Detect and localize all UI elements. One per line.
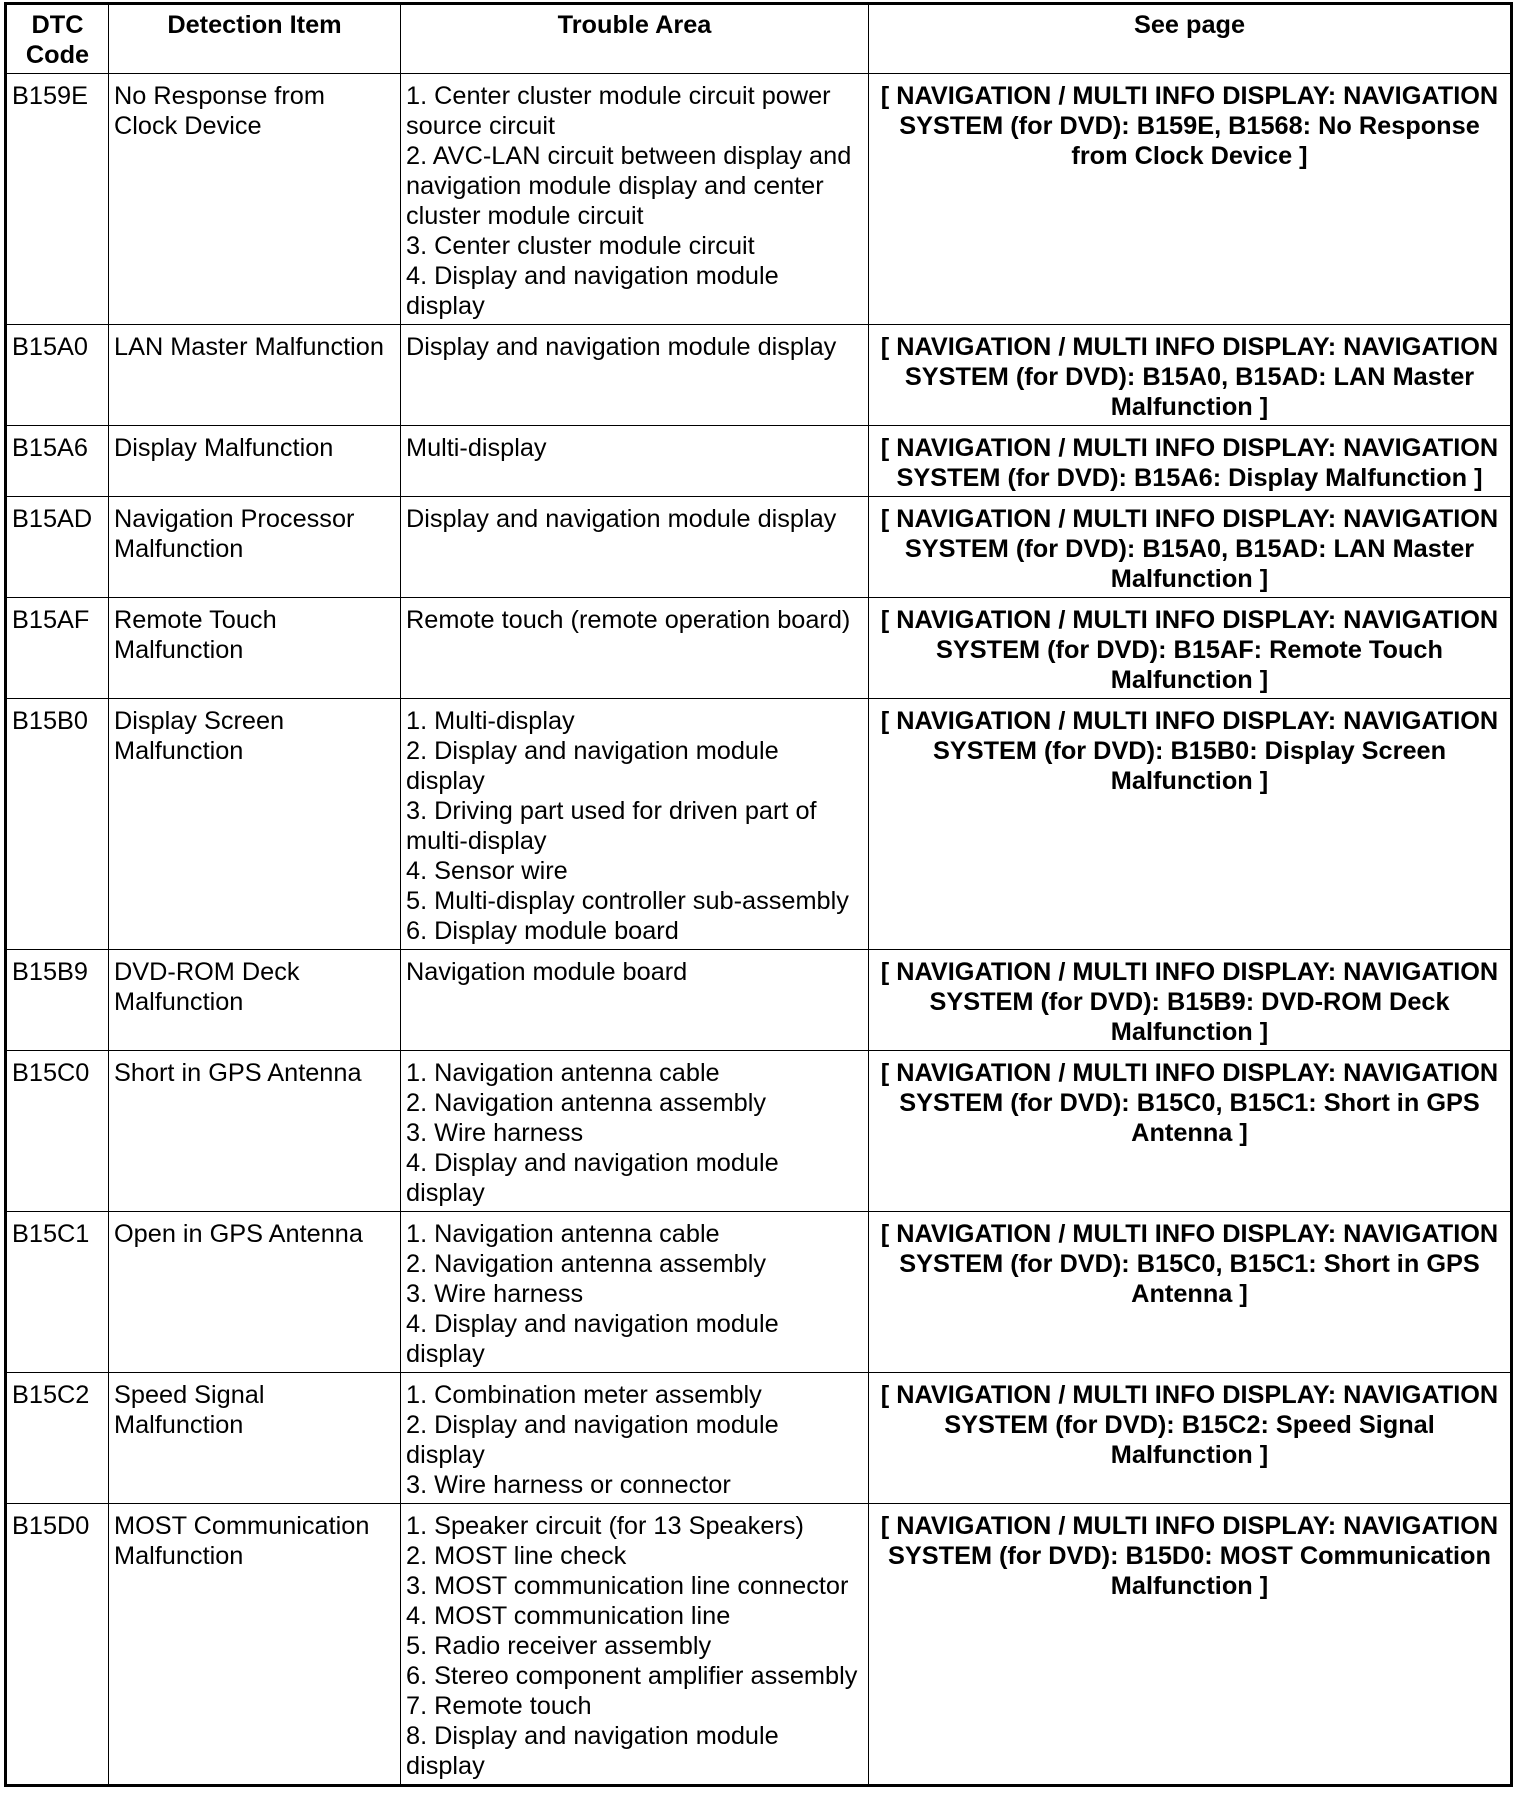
- trouble-area-item: 1. Speaker circuit (for 13 Speakers): [406, 1512, 804, 1540]
- dtc-code-cell: B15B9: [6, 950, 109, 1051]
- trouble-area-item: 2. Display and navigation module display: [406, 1411, 779, 1469]
- trouble-area-item: 3. Driving part used for driven part of multi-display: [406, 797, 817, 855]
- dtc-table: [4, 2, 1513, 1787]
- header-dtc-code-line1: DTC: [31, 11, 84, 39]
- trouble-area-item: Display and navigation module display: [406, 505, 837, 533]
- dtc-code-cell: B15C1: [6, 1212, 109, 1373]
- trouble-area-item: 4. Display and navigation module display: [406, 1149, 779, 1207]
- trouble-area-cell: [401, 950, 869, 1051]
- trouble-area-cell: [401, 1051, 869, 1212]
- see-page-link[interactable]: [ NAVIGATION / MULTI INFO DISPLAY: NAVIGATION SYSTEM (for DVD): B159E, B1568: No Response from Clock Device ]: [869, 74, 1512, 325]
- detection-item-cell: Remote Touch Malfunction: [109, 598, 401, 699]
- trouble-area-item: 6. Display module board: [406, 917, 679, 945]
- see-page-link[interactable]: [ NAVIGATION / MULTI INFO DISPLAY: NAVIGATION SYSTEM (for DVD): B15B0: Display Screen Malfunction ]: [869, 699, 1512, 950]
- table-row: [6, 950, 1512, 1051]
- trouble-area-cell: [401, 74, 869, 325]
- trouble-area-item: 4. MOST communication line: [406, 1602, 731, 1630]
- detection-item-cell: Speed Signal Malfunction: [109, 1373, 401, 1504]
- trouble-area-item: 2. Navigation antenna assembly: [406, 1250, 766, 1278]
- detection-item-cell: Short in GPS Antenna: [109, 1051, 401, 1212]
- dtc-code-cell: B15AF: [6, 598, 109, 699]
- trouble-area-item: 5. Multi-display controller sub-assembly: [406, 887, 849, 915]
- trouble-area-cell: [401, 699, 869, 950]
- trouble-area-item: Display and navigation module display: [406, 333, 837, 361]
- trouble-area-item: 2. Display and navigation module display: [406, 737, 779, 795]
- table-row: [6, 1051, 1512, 1212]
- trouble-area-item: 3. Wire harness: [406, 1119, 584, 1147]
- header-see-page: See page: [869, 4, 1512, 74]
- trouble-area-cell: [401, 426, 869, 497]
- trouble-area-item: 1. Combination meter assembly: [406, 1381, 762, 1409]
- trouble-area-cell: [401, 325, 869, 426]
- trouble-area-cell: [401, 1373, 869, 1504]
- trouble-area-cell: [401, 598, 869, 699]
- trouble-area-item: Navigation module board: [406, 958, 688, 986]
- dtc-code-cell: B15D0: [6, 1504, 109, 1786]
- detection-item-cell: LAN Master Malfunction: [109, 325, 401, 426]
- trouble-area-item: 1. Multi-display: [406, 707, 575, 735]
- header-row: [6, 4, 1512, 74]
- detection-item-cell: Display Screen Malfunction: [109, 699, 401, 950]
- trouble-area-item: 5. Radio receiver assembly: [406, 1632, 712, 1660]
- trouble-area-item: 3. Wire harness: [406, 1280, 584, 1308]
- header-dtc-code: [6, 4, 109, 74]
- dtc-code-cell: B15A0: [6, 325, 109, 426]
- trouble-area-item: 1. Navigation antenna cable: [406, 1220, 720, 1248]
- dtc-code-cell: B159E: [6, 74, 109, 325]
- see-page-link[interactable]: [ NAVIGATION / MULTI INFO DISPLAY: NAVIGATION SYSTEM (for DVD): B15C2: Speed Signal Malfunction ]: [869, 1373, 1512, 1504]
- header-detection-item: Detection Item: [109, 4, 401, 74]
- see-page-link[interactable]: [ NAVIGATION / MULTI INFO DISPLAY: NAVIGATION SYSTEM (for DVD): B15AF: Remote Touch Malfunction ]: [869, 598, 1512, 699]
- detection-item-cell: Navigation Processor Malfunction: [109, 497, 401, 598]
- see-page-link[interactable]: [ NAVIGATION / MULTI INFO DISPLAY: NAVIGATION SYSTEM (for DVD): B15A0, B15AD: LAN Master Malfunction ]: [869, 325, 1512, 426]
- detection-item-cell: Display Malfunction: [109, 426, 401, 497]
- trouble-area-item: Remote touch (remote operation board): [406, 606, 851, 634]
- table-row: [6, 497, 1512, 598]
- table-row: [6, 1504, 1512, 1786]
- header-trouble-area: Trouble Area: [401, 4, 869, 74]
- dtc-code-cell: B15C0: [6, 1051, 109, 1212]
- trouble-area-item: 3. Wire harness or connector: [406, 1471, 731, 1499]
- table-row: [6, 1212, 1512, 1373]
- trouble-area-item: 6. Stereo component amplifier assembly: [406, 1662, 858, 1690]
- see-page-link[interactable]: [ NAVIGATION / MULTI INFO DISPLAY: NAVIGATION SYSTEM (for DVD): B15D0: MOST Communication Malfunction ]: [869, 1504, 1512, 1786]
- dtc-code-cell: B15C2: [6, 1373, 109, 1504]
- trouble-area-item: Multi-display: [406, 434, 547, 462]
- trouble-area-item: 2. AVC-LAN circuit between display and navigation module display and center cluster module circuit: [406, 142, 852, 230]
- table-body: [6, 74, 1512, 1786]
- see-page-link[interactable]: [ NAVIGATION / MULTI INFO DISPLAY: NAVIGATION SYSTEM (for DVD): B15A6: Display Malfunction ]: [869, 426, 1512, 497]
- see-page-link[interactable]: [ NAVIGATION / MULTI INFO DISPLAY: NAVIGATION SYSTEM (for DVD): B15C0, B15C1: Short in GPS Antenna ]: [869, 1051, 1512, 1212]
- trouble-area-item: 4. Sensor wire: [406, 857, 568, 885]
- dtc-code-cell: B15B0: [6, 699, 109, 950]
- trouble-area-item: 2. Navigation antenna assembly: [406, 1089, 766, 1117]
- table-header: [6, 4, 1512, 74]
- trouble-area-item: 3. MOST communication line connector: [406, 1572, 849, 1600]
- header-dtc-code-line2: Code: [25, 41, 90, 69]
- trouble-area-cell: [401, 1212, 869, 1373]
- table-row: [6, 74, 1512, 325]
- table-row: [6, 325, 1512, 426]
- trouble-area-cell: [401, 497, 869, 598]
- trouble-area-item: 2. MOST line check: [406, 1542, 627, 1570]
- table-row: [6, 1373, 1512, 1504]
- detection-item-cell: No Response from Clock Device: [109, 74, 401, 325]
- table-row: [6, 699, 1512, 950]
- trouble-area-item: 1. Navigation antenna cable: [406, 1059, 720, 1087]
- see-page-link[interactable]: [ NAVIGATION / MULTI INFO DISPLAY: NAVIGATION SYSTEM (for DVD): B15B9: DVD-ROM Deck Malfunction ]: [869, 950, 1512, 1051]
- detection-item-cell: DVD-ROM Deck Malfunction: [109, 950, 401, 1051]
- detection-item-cell: Open in GPS Antenna: [109, 1212, 401, 1373]
- detection-item-cell: MOST Communication Malfunction: [109, 1504, 401, 1786]
- trouble-area-cell: [401, 1504, 869, 1786]
- see-page-link[interactable]: [ NAVIGATION / MULTI INFO DISPLAY: NAVIGATION SYSTEM (for DVD): B15A0, B15AD: LAN Master Malfunction ]: [869, 497, 1512, 598]
- trouble-area-item: 8. Display and navigation module display: [406, 1722, 779, 1780]
- trouble-area-item: 3. Center cluster module circuit: [406, 232, 755, 260]
- see-page-link[interactable]: [ NAVIGATION / MULTI INFO DISPLAY: NAVIGATION SYSTEM (for DVD): B15C0, B15C1: Short in GPS Antenna ]: [869, 1212, 1512, 1373]
- dtc-code-cell: B15A6: [6, 426, 109, 497]
- trouble-area-item: 4. Display and navigation module display: [406, 262, 779, 320]
- trouble-area-item: 7. Remote touch: [406, 1692, 592, 1720]
- table-row: [6, 598, 1512, 699]
- dtc-code-cell: B15AD: [6, 497, 109, 598]
- trouble-area-item: 4. Display and navigation module display: [406, 1310, 779, 1368]
- trouble-area-item: 1. Center cluster module circuit power source circuit: [406, 82, 831, 140]
- table-row: [6, 426, 1512, 497]
